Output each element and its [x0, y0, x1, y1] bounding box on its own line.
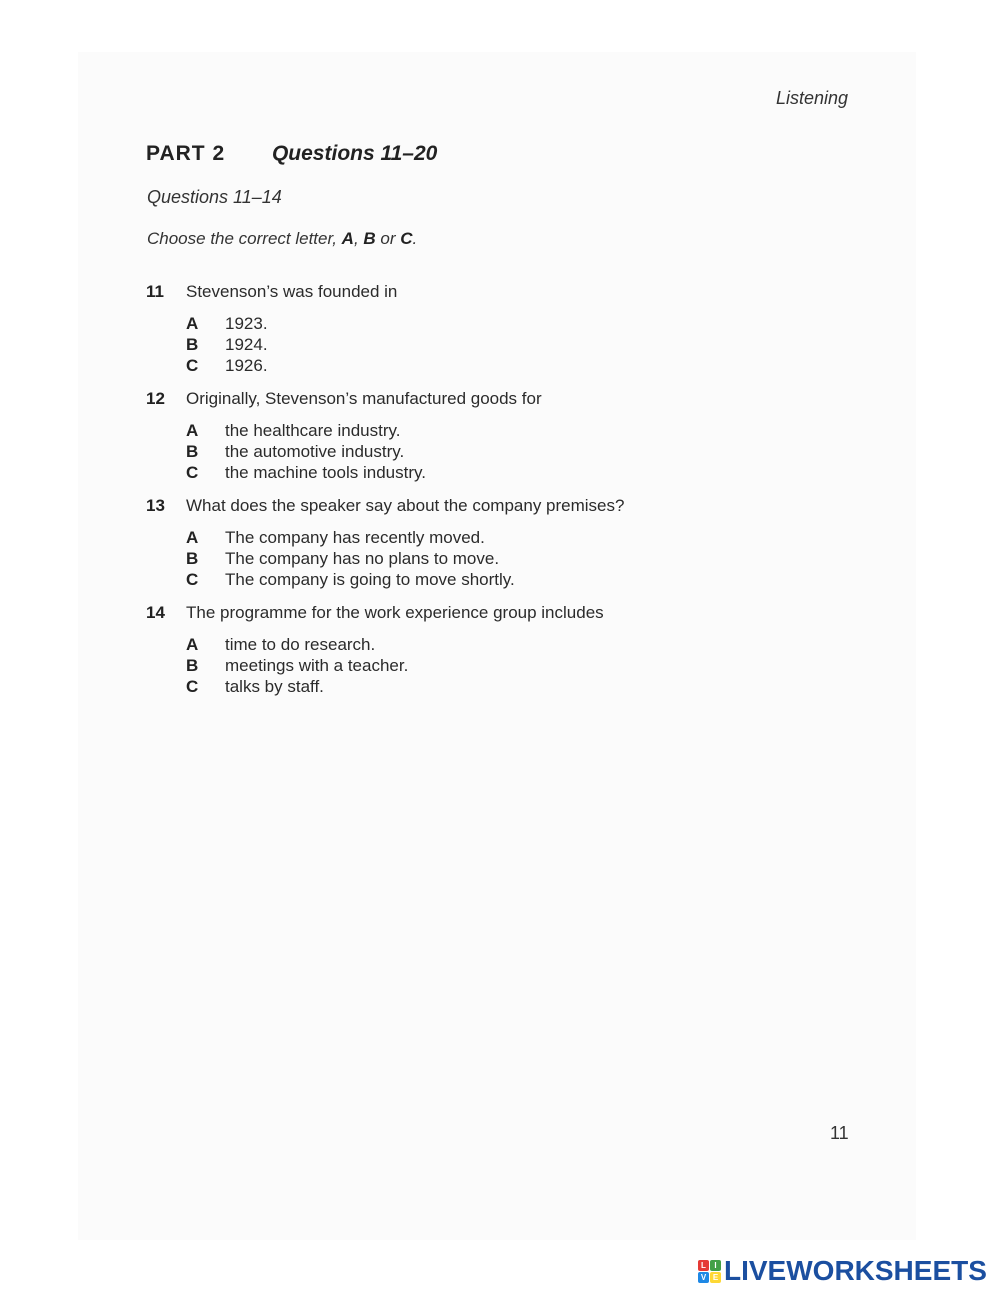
option-letter: C [186, 570, 199, 589]
option-text: time to do research. [225, 635, 376, 654]
section-label: Listening [775, 88, 848, 108]
option-text: 1924. [225, 335, 268, 354]
question-13 [146, 495, 846, 590]
option-text: the automotive industry. [225, 442, 405, 461]
option-b[interactable] [186, 655, 846, 676]
question-number: 11 [146, 282, 164, 301]
option-text: The company has no plans to move. [225, 549, 500, 568]
question-11 [146, 281, 846, 376]
brand-tile: V [698, 1272, 709, 1283]
option-letter: A [186, 528, 199, 547]
option-letter: C [186, 356, 199, 375]
brand-name: LIVEWORKSHEETS [724, 1255, 987, 1286]
question-list [146, 281, 846, 709]
option-text: 1923. [225, 314, 268, 333]
option-b[interactable] [186, 334, 846, 355]
option-text: the machine tools industry. [225, 463, 426, 482]
option-text: The company has recently moved. [225, 528, 485, 547]
option-text: The company is going to move shortly. [225, 570, 515, 589]
option-letter: A [186, 421, 199, 440]
question-text: The programme for the work experience group includes [186, 603, 604, 622]
question-number: 13 [146, 496, 165, 515]
instruction-text: Choose the correct letter, [147, 229, 342, 248]
question-14 [146, 602, 846, 697]
option-c[interactable] [186, 676, 846, 697]
option-letter: B [186, 442, 199, 461]
option-text: meetings with a teacher. [225, 656, 409, 675]
option-letter: B [186, 656, 199, 675]
part-heading [146, 142, 437, 166]
instruction-sep-1: , [353, 229, 364, 248]
part-question-range: Questions 11–20 [271, 142, 438, 165]
option-b[interactable] [186, 548, 846, 569]
brand-tile: E [710, 1272, 721, 1283]
option-letter: B [186, 549, 199, 568]
option-a[interactable] [186, 634, 846, 655]
brand-tile-icon [698, 1260, 721, 1283]
question-text: Originally, Stevenson’s manufactured goods for [186, 389, 542, 408]
option-a[interactable] [186, 313, 846, 334]
option-text: 1926. [225, 356, 268, 375]
instruction-letter-b: B [363, 229, 376, 248]
sub-question-range: Questions 11–14 [147, 187, 282, 207]
option-b[interactable] [186, 441, 846, 462]
option-letter: A [186, 314, 199, 333]
question-number: 14 [146, 603, 165, 622]
option-c[interactable] [186, 569, 846, 590]
page-number: 11 [830, 1123, 849, 1143]
option-letter: A [186, 635, 199, 654]
part-label: PART 2 [146, 142, 226, 165]
option-text: talks by staff. [225, 677, 324, 696]
brand-tile: L [698, 1260, 709, 1271]
option-text: the healthcare industry. [225, 421, 401, 440]
option-a[interactable] [186, 420, 846, 441]
brand-tile: I [710, 1260, 721, 1271]
option-letter: C [186, 463, 199, 482]
instruction-letter-a: A [341, 229, 354, 248]
option-letter: B [186, 335, 199, 354]
option-a[interactable] [186, 527, 846, 548]
instruction [147, 229, 417, 249]
question-number: 12 [146, 389, 165, 408]
liveworksheets-logo[interactable] [698, 1255, 987, 1287]
instruction-end: . [412, 229, 418, 248]
option-c[interactable] [186, 355, 846, 376]
option-letter: C [186, 677, 199, 696]
question-text: Stevenson’s was founded in [186, 282, 398, 301]
option-c[interactable] [186, 462, 846, 483]
question-12 [146, 388, 846, 483]
instruction-sep-2: or [375, 229, 401, 248]
question-text: What does the speaker say about the company premises? [186, 496, 625, 515]
instruction-letter-c: C [400, 229, 413, 248]
